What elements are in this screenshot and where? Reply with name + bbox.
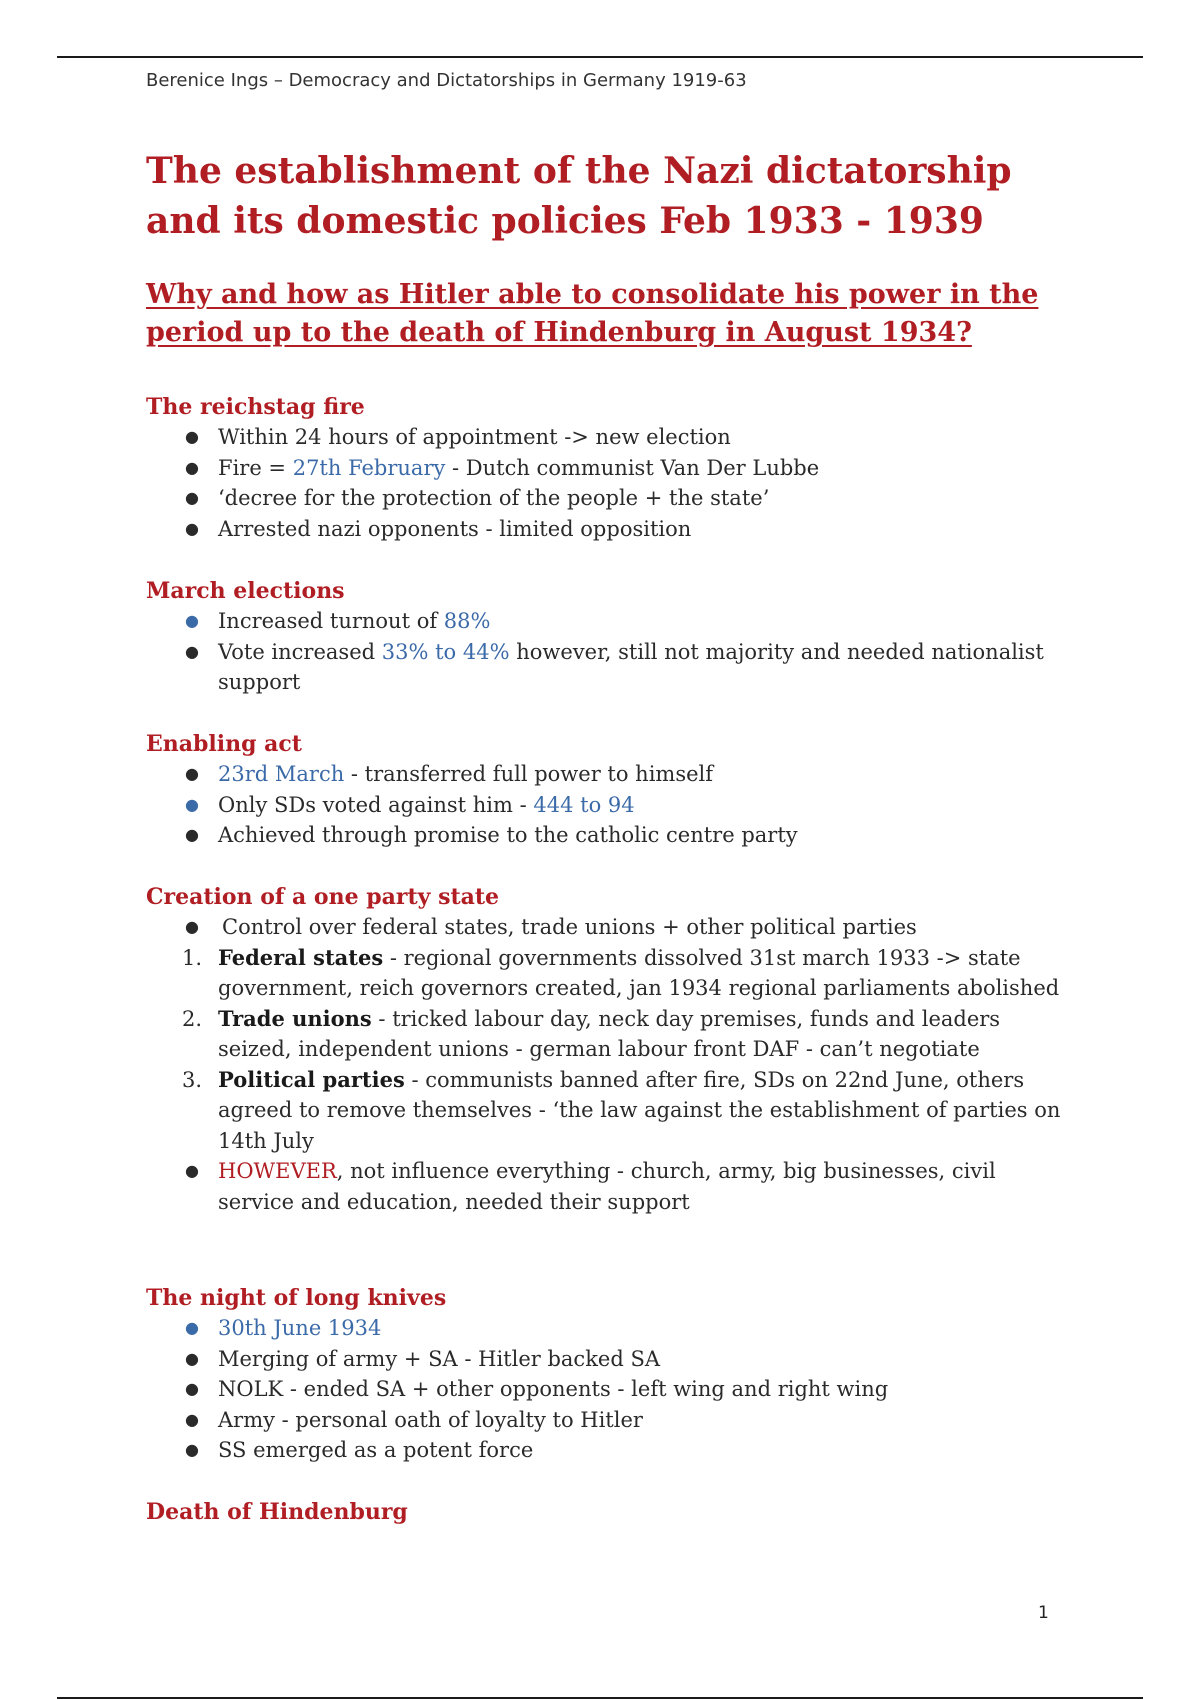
list-item: ● Fire = 27th February - Dutch communist Van Der Lubbe <box>146 453 1066 484</box>
section-reichstag-fire <box>146 392 1066 544</box>
emphasis-highlight: HOWEVER <box>218 1159 337 1183</box>
list-item: ● NOLK - ended SA + other opponents - left wing and right wing <box>146 1374 1066 1405</box>
bullet-icon: ● <box>185 1440 199 1459</box>
date-highlight: 30th June 1934 <box>218 1316 382 1340</box>
date-highlight: 27th February <box>292 455 446 480</box>
list-item: ● SS emerged as a potent force <box>146 1435 1066 1466</box>
stat-highlight: 444 to 94 <box>533 792 635 817</box>
section-heading: Death of Hindenburg <box>146 1499 408 1525</box>
section-heading: Enabling act <box>146 731 302 757</box>
list-item: ● ‘decree for the protection of the people + the state’ <box>146 483 1066 514</box>
bullet-icon: ● <box>185 764 199 783</box>
list-item: ● Increased turnout of 88% <box>146 606 1066 637</box>
stat-highlight: 88% <box>443 609 491 633</box>
stat-highlight: 33% to 44% <box>381 639 510 664</box>
list-item: ● Achieved through promise to the catholic centre party <box>146 820 1066 851</box>
page-number: 1 <box>1038 1603 1049 1623</box>
footer-rule <box>57 1697 1143 1699</box>
numbered-item: 2. Trade unions - tricked labour day, neck day premises, funds and leaders seized, independent unions - german labour front DAF - can’t negotiate <box>182 1005 1001 1061</box>
bullet-icon: ● <box>185 1379 199 1398</box>
bullet-icon: ● <box>185 1318 199 1337</box>
bullet-icon: ● <box>185 825 199 844</box>
section-heading: Creation of a one party state <box>146 884 500 910</box>
section-heading: The night of long knives <box>146 1285 447 1311</box>
header-rule <box>57 56 1143 58</box>
section-night-of-long-knives <box>146 1283 1066 1466</box>
bullet-icon: ● <box>185 1161 199 1180</box>
numbered-item: 3. Political parties - communists banned after fire, SDs on 22nd June, others agreed to remove themselves - ‘the law against the establishment of parties on 14th July <box>182 1066 1061 1153</box>
list-item: ● Within 24 hours of appointment -> new election <box>146 422 1066 453</box>
bullet-icon: ● <box>185 794 199 814</box>
list-item: ● Vote increased 33% to 44% however, still not majority and needed nationalist support <box>146 637 1066 698</box>
section-heading: The reichstag fire <box>146 394 365 420</box>
section-death-of-hindenburg <box>146 1497 1066 1527</box>
page-subtitle: Why and how as Hitler able to consolidate his power in the period up to the death of Hindenburg in August 1934? <box>146 279 1039 348</box>
bullet-icon: ● <box>185 457 199 477</box>
bullet-icon: ● <box>185 611 199 630</box>
list-item: ● Arrested nazi opponents - limited opposition <box>146 514 1066 545</box>
list-item: ● HOWEVER, not influence everything - church, army, big businesses, civil service and education, needed their support <box>146 1156 1066 1217</box>
bullet-icon: ● <box>185 518 199 538</box>
bullet-icon: ● <box>185 917 199 936</box>
section-heading: March elections <box>146 578 345 604</box>
list-item: ● 23rd March - transferred full power to himself <box>146 759 1066 790</box>
section-one-party-state <box>146 882 1066 1217</box>
list-item: ● Control over federal states, trade unions + other political parties <box>146 912 1066 943</box>
list-item: ● Merging of army + SA - Hitler backed SA <box>146 1344 1066 1375</box>
list-item: ● Only SDs voted against him - 444 to 94 <box>146 790 1066 821</box>
running-header: Berenice Ings – Democracy and Dictatorships in Germany 1919-63 <box>146 70 747 91</box>
bullet-icon: ● <box>185 641 199 661</box>
date-highlight: 23rd March <box>218 762 345 786</box>
list-item <box>146 1313 1066 1344</box>
section-march-elections <box>146 576 1066 698</box>
bullet-icon: ● <box>185 1409 199 1429</box>
bullet-icon: ● <box>185 427 199 446</box>
section-enabling-act <box>146 729 1066 851</box>
bullet-icon: ● <box>185 488 199 507</box>
list-item: ● Army - personal oath of loyalty to Hitler <box>146 1405 1066 1436</box>
page-title: The establishment of the Nazi dictatorship and its domestic policies Feb 1933 - 1939 <box>146 150 1012 242</box>
bullet-icon: ● <box>185 1348 199 1368</box>
numbered-item: 1. Federal states - regional governments dissolved 31st march 1933 -> state government, reich governors created, jan 1934 regional parliaments abolished <box>182 944 1060 1000</box>
